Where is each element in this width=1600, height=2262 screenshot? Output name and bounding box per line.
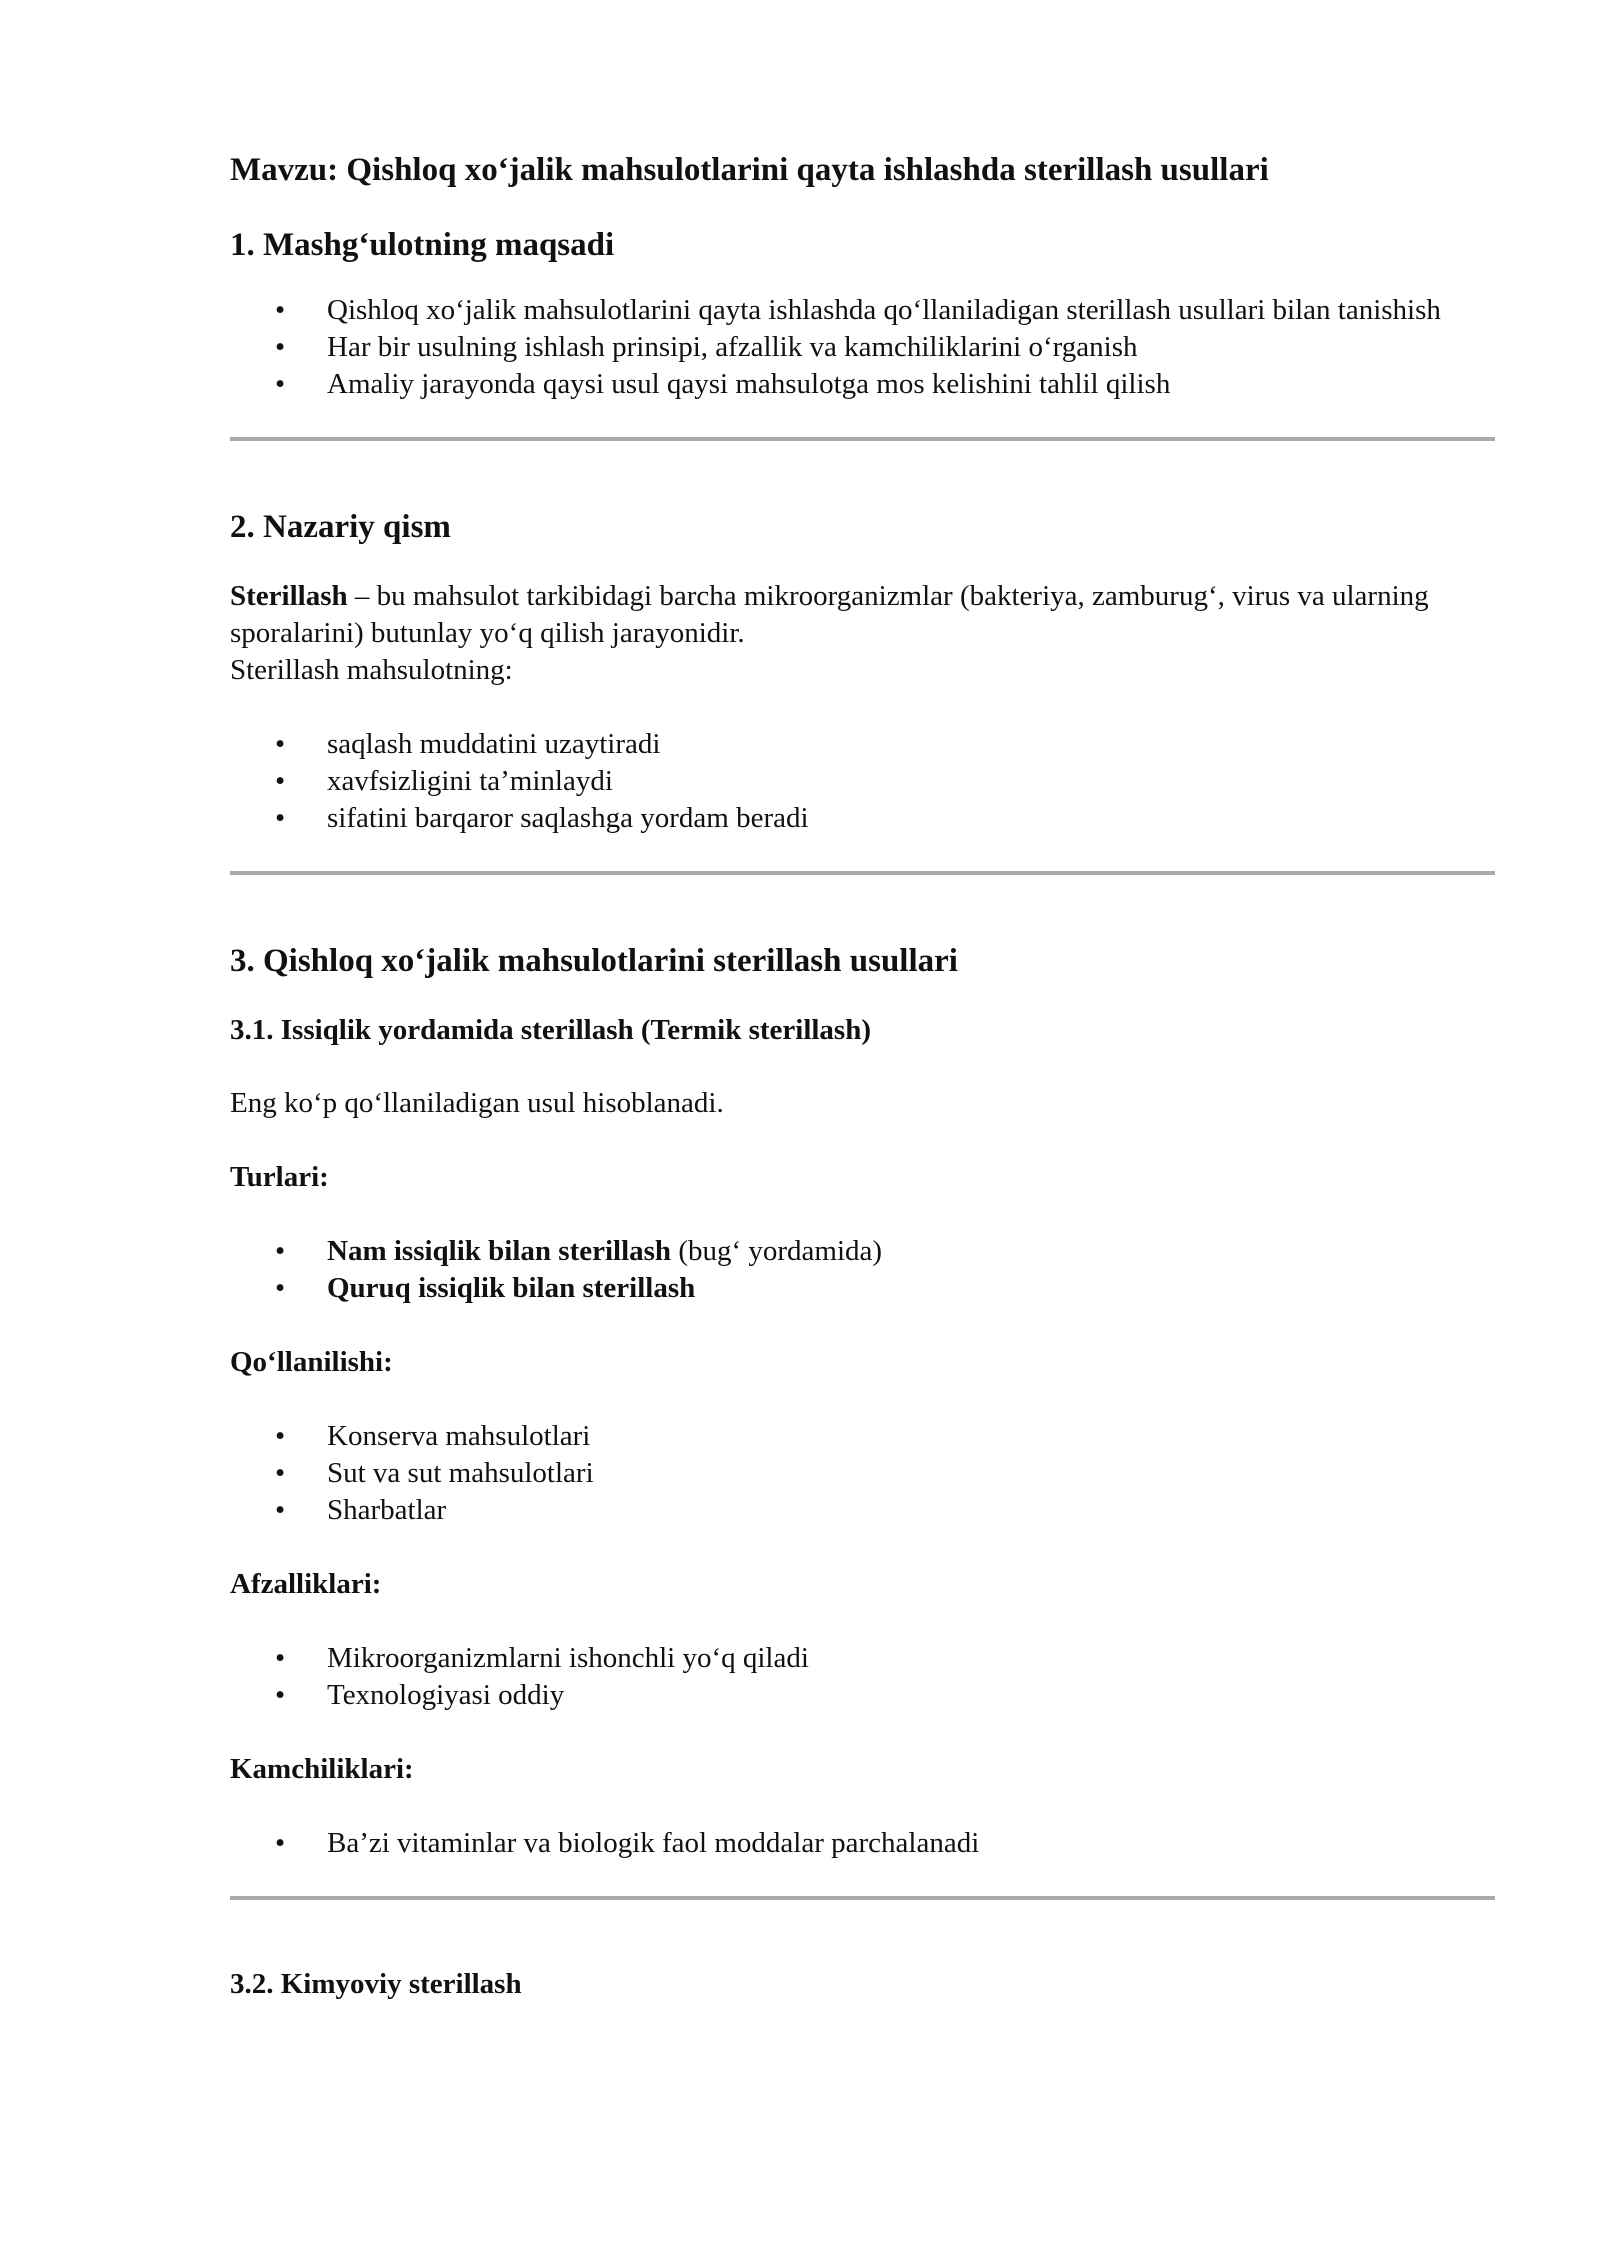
advantages-list (230, 1640, 1495, 1714)
bullet-icon: • (275, 1420, 286, 1453)
list-item: • saqlash muddatini uzaytiradi (230, 726, 1495, 763)
list-item: • Har bir usulning ishlash prinsipi, afzallik va kamchiliklarini o‘rganish (230, 329, 1495, 366)
list-item: • Amaliy jarayonda qaysi usul qaysi mahsulotga mos kelishini tahlil qilish (230, 366, 1495, 403)
bullet-icon: • (275, 1642, 286, 1675)
bullet-icon: • (275, 293, 286, 326)
disadvantages-list (230, 1825, 1495, 1862)
bullet-icon: • (275, 801, 286, 834)
bullet-icon: • (275, 367, 286, 400)
section-1-heading: 1. Mashg‘ulotning maqsadi (230, 227, 615, 264)
types-label: Turlari: (230, 1161, 329, 1194)
list-item: • Konserva mahsulotlari (230, 1418, 1495, 1455)
list-item: • Sut va sut mahsulotlari (230, 1455, 1495, 1492)
list-item: • Ba’zi vitaminlar va biologik faol moddalar parchalanadi (230, 1825, 1495, 1862)
disadvantages-label: Kamchiliklari: (230, 1753, 414, 1786)
benefits-list (230, 726, 1495, 837)
bullet-icon: • (275, 1679, 286, 1712)
definition-lead: Sterillash mahsulotning: (230, 653, 513, 686)
bullet-icon: • (275, 1827, 286, 1860)
advantages-label: Afzalliklari: (230, 1568, 382, 1601)
bullet-icon: • (275, 1457, 286, 1490)
list-item: • xavfsizligini ta’minlaydi (230, 763, 1495, 800)
list-item: • Texnologiyasi oddiy (230, 1677, 1495, 1714)
types-list (230, 1233, 1495, 1307)
definition-paragraph (230, 578, 1495, 652)
usage-label: Qo‘llanilishi: (230, 1346, 393, 1379)
section-3-heading: 3. Qishloq xo‘jalik mahsulotlarini sterillash usullari (230, 942, 958, 979)
subsection-intro: Eng ko‘p qo‘llaniladigan usul hisoblanadi. (230, 1087, 724, 1120)
list-item: • Nam issiqlik bilan sterillash (bug‘ yordamida) (230, 1233, 1495, 1270)
list-item: • sifatini barqaror saqlashga yordam beradi (230, 800, 1495, 837)
document-content (230, 150, 1495, 2003)
bullet-icon: • (275, 1235, 286, 1268)
list-item: • Quruq issiqlik bilan sterillash (230, 1270, 1495, 1307)
list-item: • Sharbatlar (230, 1492, 1495, 1529)
subsection-3-2-heading: 3.2. Kimyoviy sterillash (230, 1968, 522, 2001)
bullet-icon: • (275, 1272, 286, 1305)
bullet-icon: • (275, 727, 286, 760)
usage-list (230, 1418, 1495, 1529)
list-item: • Mikroorganizmlarni ishonchli yo‘q qiladi (230, 1640, 1495, 1677)
goals-list (230, 292, 1495, 403)
bullet-icon: • (275, 764, 286, 797)
subsection-3-1-heading: 3.1. Issiqlik yordamida sterillash (Termik sterillash) (230, 1014, 872, 1046)
bullet-icon: • (275, 1494, 286, 1527)
definition-text: – bu mahsulot tarkibidagi barcha mikroorganizmlar (bakteriya, zamburug‘, virus va ularning sporalarini) butunlay yo‘q qilish jarayonidir. (230, 579, 1429, 649)
list-item: • Qishloq xo‘jalik mahsulotlarini qayta ishlashda qo‘llaniladigan sterillash usullari bilan tanishish (230, 292, 1495, 329)
bullet-icon: • (275, 330, 286, 363)
section-2-heading: 2. Nazariy qism (230, 508, 451, 545)
document-title: Mavzu: Qishloq xo‘jalik mahsulotlarini qayta ishlashda sterillash usullari (230, 152, 1269, 188)
definition-term: Sterillash (230, 579, 348, 612)
